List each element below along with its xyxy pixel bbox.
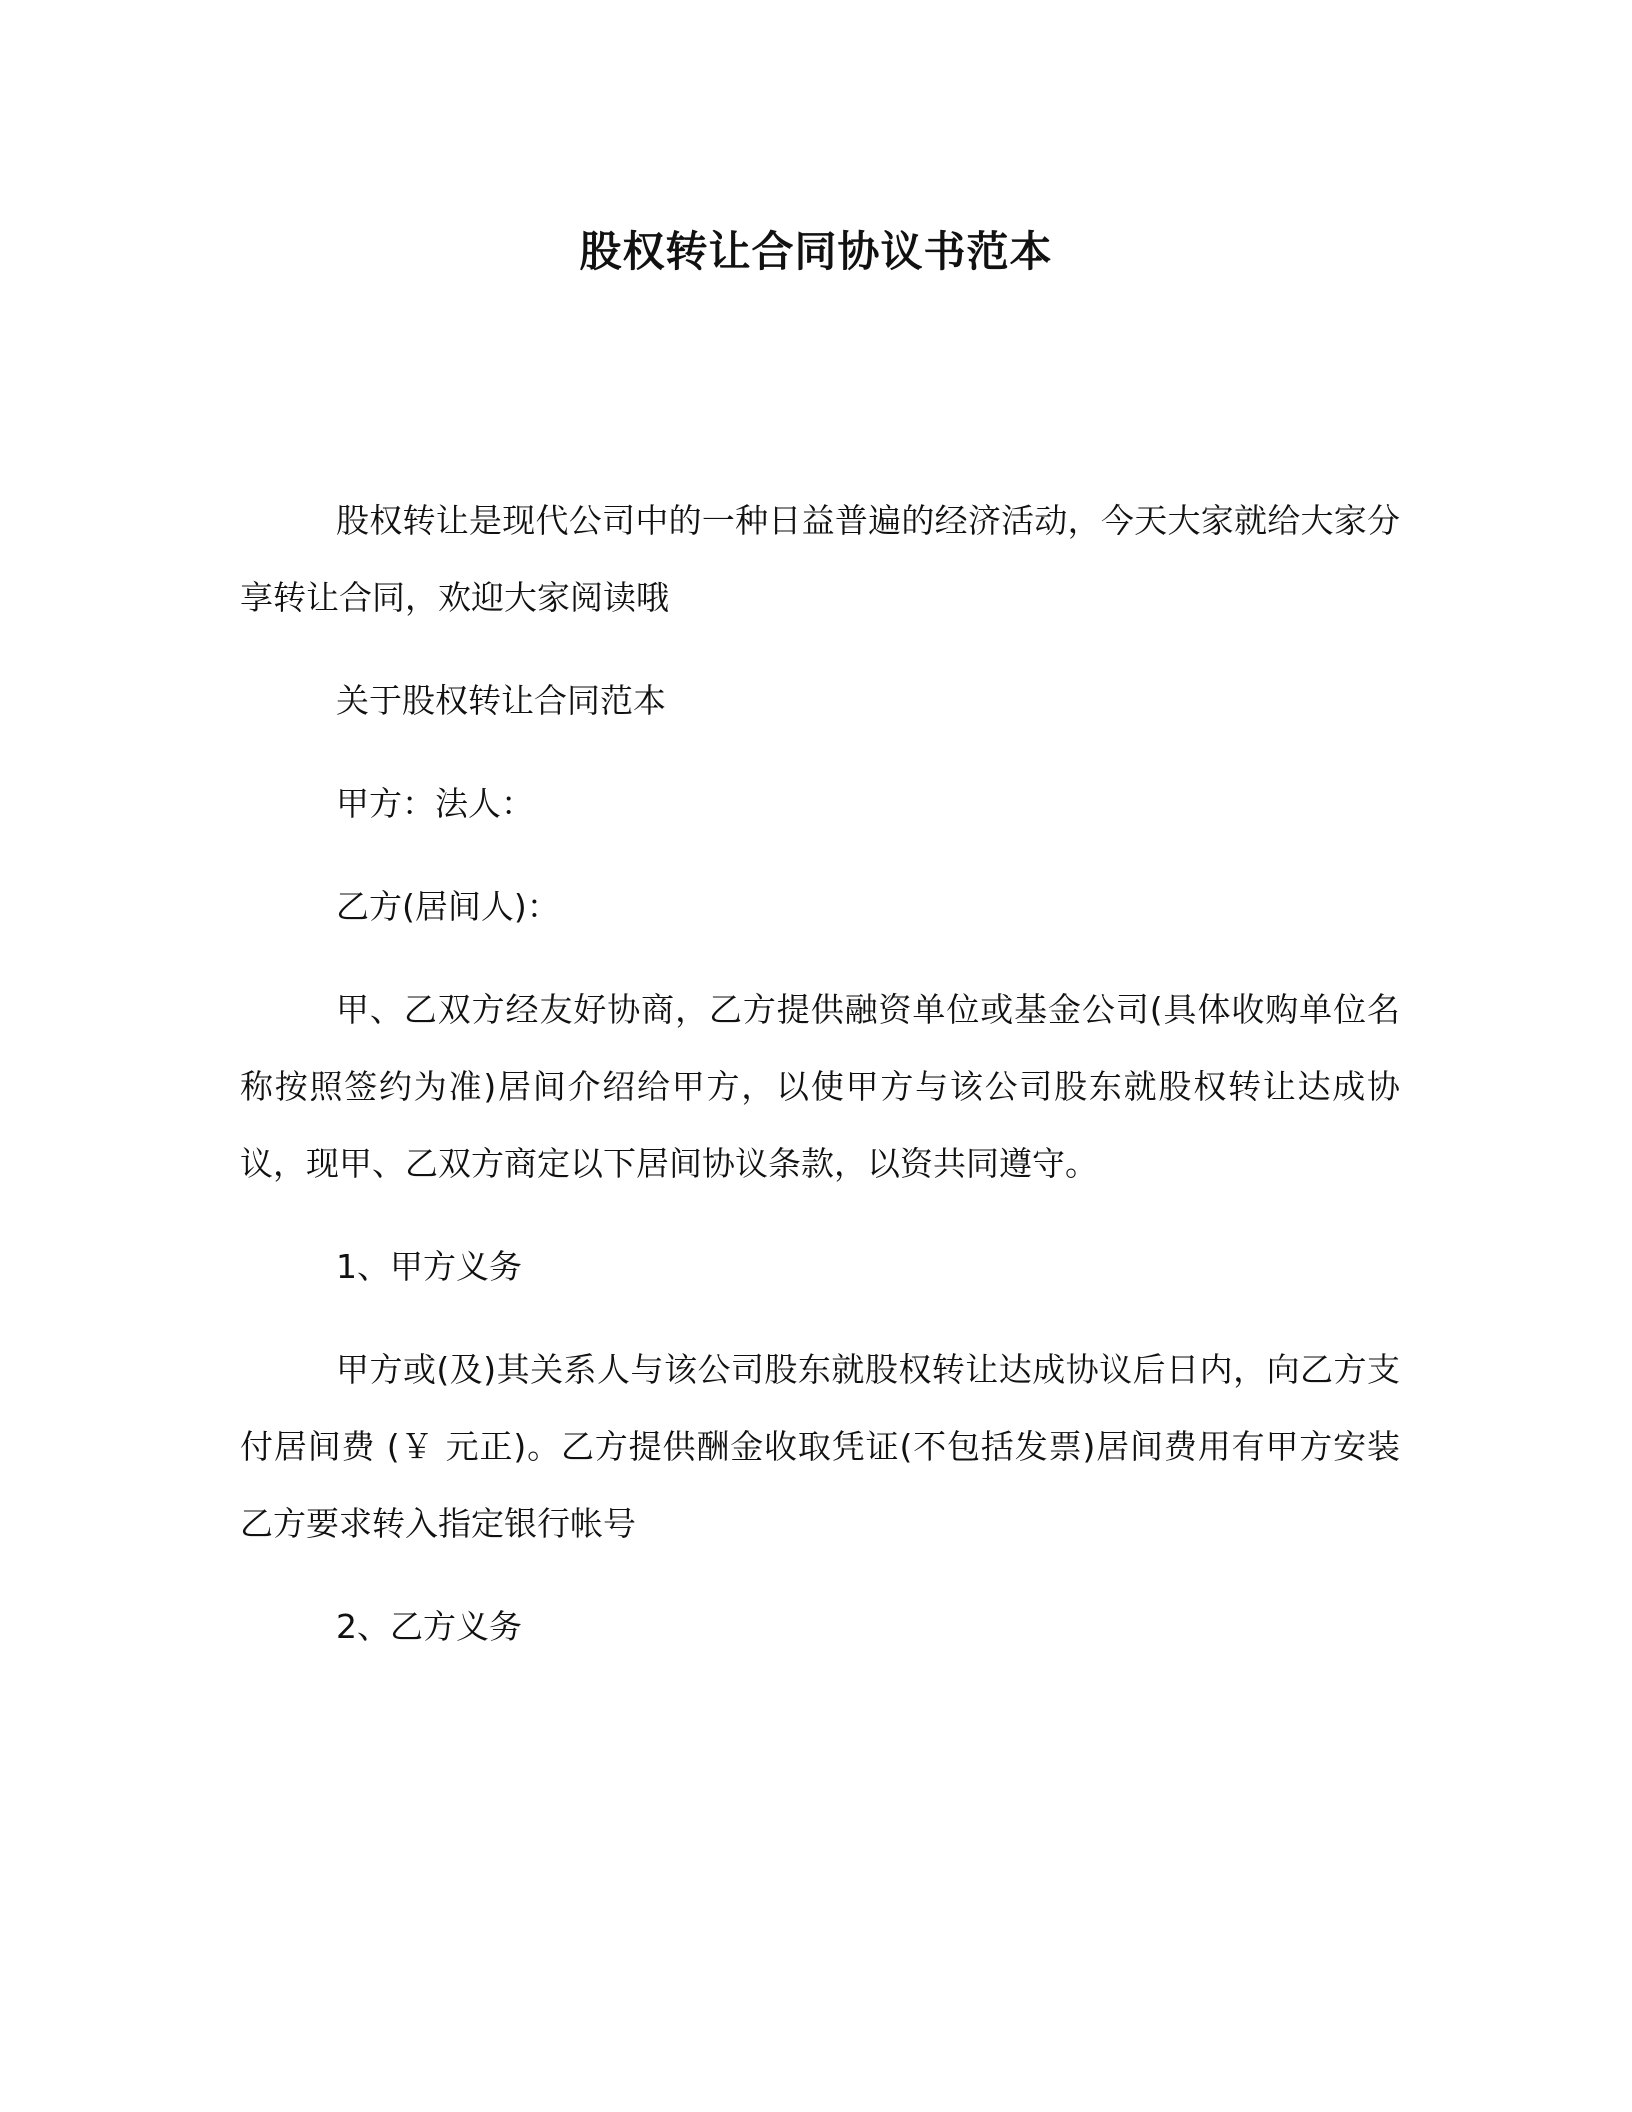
party-a-line: 甲方：法人： <box>336 784 534 823</box>
agreement-preamble: 甲、乙双方经友好协商，乙方提供融资单位或基金公司(具体收购单位名称按照签约为准)居间介绍给甲方，以使甲方与该公司股东就股权转让达成协议，现甲、乙双方商定以下居间协议条款，以资共同遵守。 <box>240 990 1400 1183</box>
clause-heading-party-b: 2、乙方义务 <box>336 1607 522 1646</box>
document-body <box>240 482 1400 1691</box>
clause-heading-party-a: 1、甲方义务 <box>336 1247 522 1286</box>
party-b-line: 乙方(居间人)： <box>336 887 560 926</box>
clause-party-a-text: 甲方或(及)其关系人与该公司股东就股权转让达成协议后日内，向乙方支付居间费 (￥ 元正)。乙方提供酬金收取凭证(不包括发票)居间费用有甲方安装乙方要求转入指定银行帐号 <box>240 1350 1400 1543</box>
section-heading-about: 关于股权转让合同范本 <box>336 681 666 720</box>
document-title: 股权转让合同协议书范本 <box>579 227 1053 276</box>
intro-paragraph: 股权转让是现代公司中的一种日益普遍的经济活动，今天大家就给大家分享转让合同，欢迎大家阅读哦 <box>240 501 1400 617</box>
